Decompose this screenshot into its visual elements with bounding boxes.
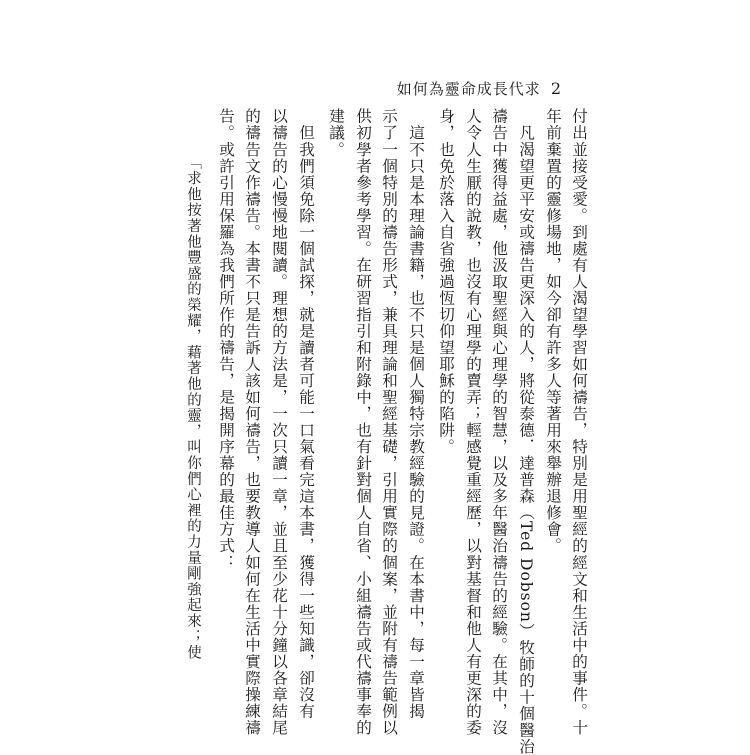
text-column: 付出並接受愛。到處有人渴望學習如何禱告，特別是用聖經的經文和生活中的事件。十	[570, 108, 588, 736]
running-header	[397, 78, 562, 99]
text-column: 建議。	[327, 108, 345, 158]
page-number: 2	[550, 79, 562, 98]
text-column: 告。或許引用保羅為我們所作的禱告，是揭開序幕的最佳方式：	[217, 108, 235, 571]
text-column: 供初學者參考學習。在研習指引和附錄中，也有針對個人自省、小組禱告或代禱事奉的	[354, 108, 372, 736]
text-column: 但我們須免除一個試探，就是讀者可能一口氣看完這本書，獲得一些知識，卻沒有	[297, 108, 315, 720]
text-column: 以禱告的心慢慢地閱讀。理想的方法是，一次只讀一章，並且至少花十分鐘以各章結尾	[270, 108, 288, 736]
running-header-title: 如何為靈命成長代求	[396, 80, 541, 98]
text-column: 禱告中獲得益處，他汲取聖經與心理學的智慧，以及多年醫治禱告的經驗。在其中，沒	[490, 108, 508, 736]
text-column: 示了一個特別的禱告形式，兼具理論和聖經基礎，引用實際的個案，並附有禱告範例以	[380, 108, 398, 736]
scripture-quote: 「求他按著他豐盛的榮耀，藉著他的靈，叫你們心裡的力量剛強起來；使	[185, 155, 201, 661]
text-column: 的禱告文作禱告。本書不只是告訴人該如何禱告，也要教導人如何在生活中實際操練禱	[243, 108, 261, 736]
text-column: 年前棄置的靈修場地，如今卻有許多人等著用來舉辦退修會。	[544, 108, 562, 555]
text-column: 身，也免於落入自省強過恆切仰望耶穌的陷阱。	[437, 108, 455, 455]
text-column: 人令人生厭的說教，也沒有心理學的賣弄；輕感覺重經歷，以對基督和他人有更深的委	[464, 108, 482, 736]
text-column: 凡渴望更平安或禱告更深入的人，將從泰德．達普森（Ted Dobson）牧師的十個醫治	[517, 108, 535, 755]
text-column: 這不只是本理論書籍，也不只是個人獨特宗教經驗的見證。在本書中，每一章皆揭	[407, 108, 425, 720]
